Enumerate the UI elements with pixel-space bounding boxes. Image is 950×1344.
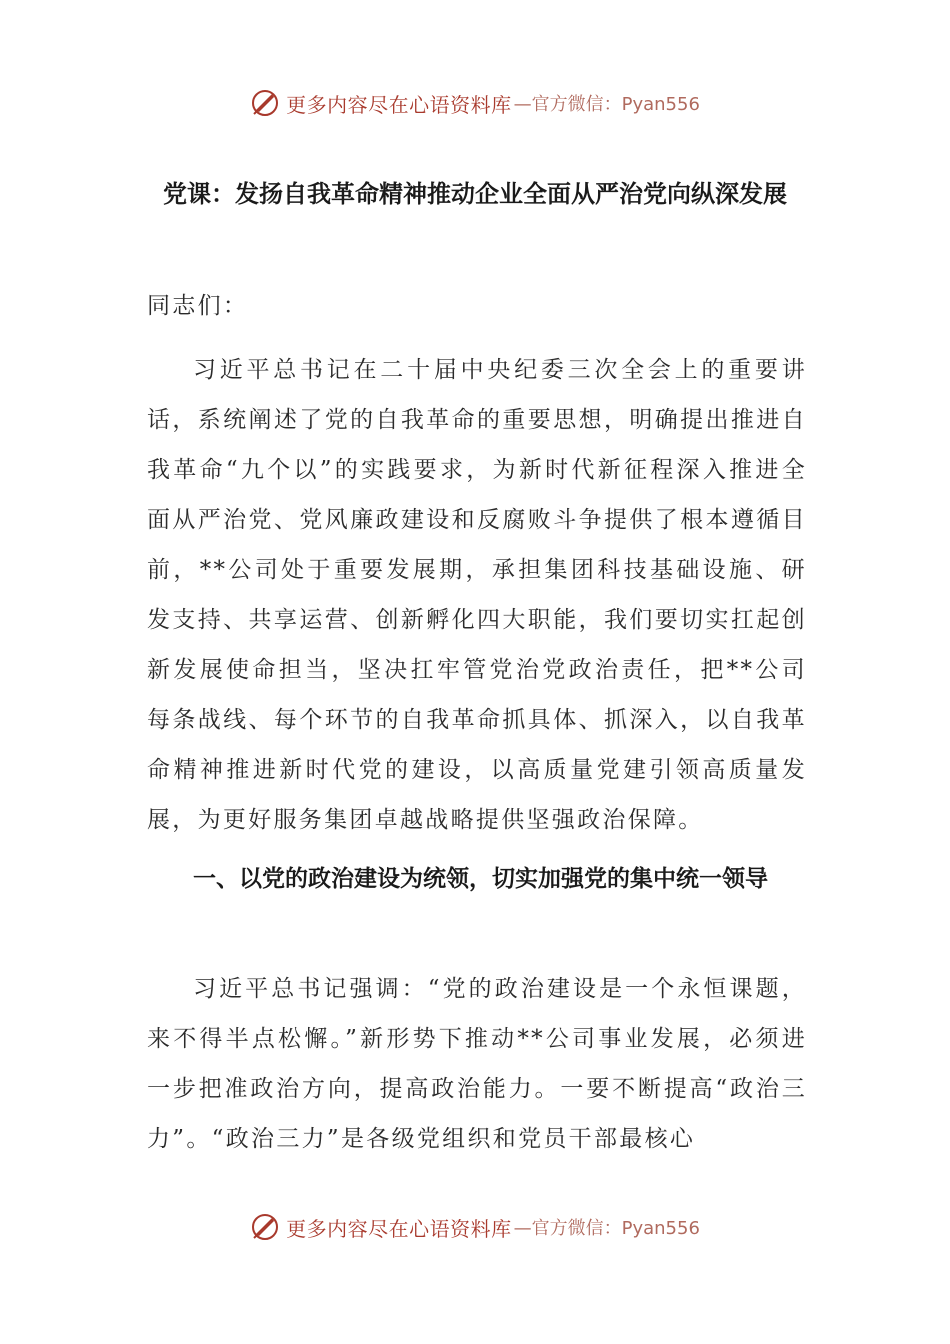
watermark-banner-bottom <box>0 1212 950 1242</box>
document-title: 党课：发扬自我革命精神推动企业全面从严治党向纵深发展 <box>163 180 787 208</box>
quill-logo-icon <box>250 88 280 118</box>
salutation: 同志们： <box>147 293 249 319</box>
paragraph-intro: 习近平总书记在二十届中央纪委三次全会上的重要讲话，系统阐述了党的自我革命的重要思想，明确提出推进自我革命“九个以”的实践要求，为新时代新征程深入推进全面从严治党、党风廉政建设和反腐败斗争提供了根本遵循目前，**公司处于重要发展期，承担集团科技基础设施、研发支持、共享运营、创新孵化四大职能，我们要切实扛起创新发展使命担当，坚决扛牢管党治党政治责任，把**公司每条战线、每个环节的自我革命抓具体、抓深入，以自我革命精神推进新时代党的建设，以高质量党建引领高质量发展，为更好服务集团卓越战略提供坚强政治保障。 <box>147 357 807 833</box>
watermark-contact: —官方微信：Pyan556 <box>513 94 700 115</box>
paragraph-section-1: 习近平总书记强调：“党的政治建设是一个永恒课题，来不得半点松懈。”新形势下推动**公司事业发展，必须进一步把准政治方向，提高政治能力。一要不断提高“政治三力”。“政治三力”是各级党组织和党员干部最核心 <box>147 976 807 1152</box>
watermark-contact: —官方微信：Pyan556 <box>513 1218 700 1239</box>
watermark-text: 更多内容尽在心语资料库 <box>286 1216 512 1241</box>
watermark-text: 更多内容尽在心语资料库 <box>286 92 512 117</box>
watermark-banner-top <box>0 88 950 118</box>
quill-logo-icon <box>250 1212 280 1242</box>
section-heading-1: 一、以党的政治建设为统领，切实加强党的集中统一领导 <box>193 866 768 892</box>
